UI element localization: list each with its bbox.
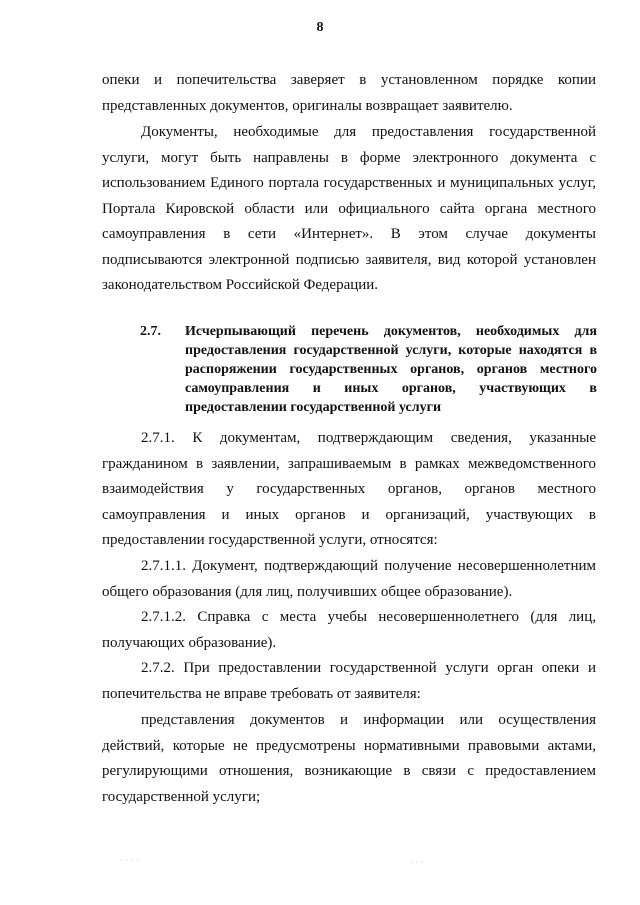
item-representation: представления документов и информации или осуществления действий, которые не предусмотрены нормативными правовыми актами, регулирующими отношения, возникающие в связи с предоставлением государственной услуги; (102, 712, 596, 805)
paragraph-1: опеки и попечительства заверяет в установленном порядке копии представленных документов, оригиналы возвращает заявителю. (102, 72, 596, 114)
item-2-7-1: 2.7.1. К документам, подтверждающим сведения, указанные гражданином в заявлении, запрашиваемым в рамках межведомственного взаимодействия у государственных органов, органов местного самоуправления и иных органов и организаций, участвующих в предоставлении государственной услуги, относятся: (102, 430, 596, 548)
section-title: Исчерпывающий перечень документов, необходимых для предоставления государственной услуги, которые находятся в распоряжении государственных органов, органов местного самоуправления и иных органов, участвующих в предоставлении государственной услуги (185, 324, 597, 415)
page-number: 8 (316, 20, 324, 35)
scan-mark-right: · · · (410, 860, 424, 866)
item-2-7-1-1: 2.7.1.1. Документ, подтверждающий получение несовершеннолетним общего образования (для лиц, получивших общее образование). (102, 558, 596, 600)
item-2-7-2: 2.7.2. При предоставлении государственной услуги орган опеки и попечительства не вправе требовать от заявителя: (102, 660, 596, 702)
item-2-7-1-2: 2.7.1.2. Справка с места учебы несовершеннолетнего (для лиц, получающих образование). (102, 609, 596, 651)
paragraph-2: Документы, необходимые для предоставления государственной услуги, могут быть направлены в форме электронного документа с использованием Единого портала государственных и муниципальных услуг, Портала Кировской области или официального сайта органа местного самоуправления в сети «Интернет». В этом случае документы подписываются электронной подписью заявителя, вид которой установлен законодательством Российской Федерации. (102, 124, 596, 293)
section-number: 2.7. (140, 324, 161, 339)
scan-mark-left: · · · · (120, 858, 140, 864)
